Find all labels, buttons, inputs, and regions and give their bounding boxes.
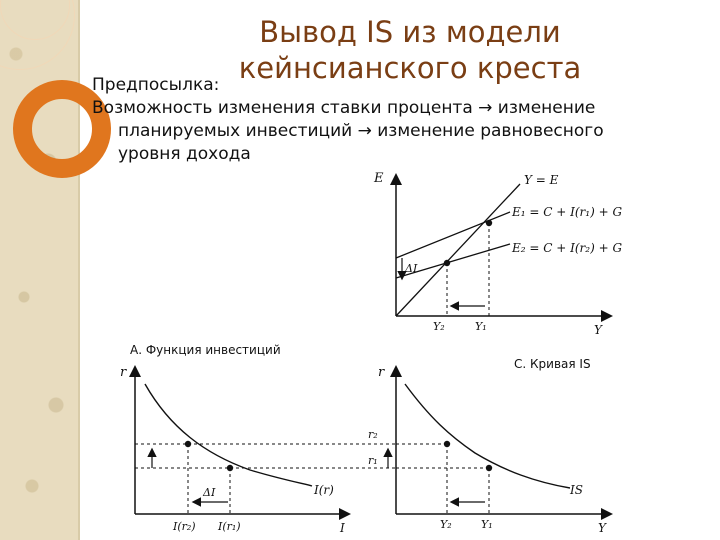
is-derivation-figure [100,166,700,540]
investment-i-r1-label: I(r₁) [218,520,241,533]
cross-y-axis-label: E [374,171,384,186]
is-curve-label: IS [570,483,583,497]
investment-panel-title: А. Функция инвестиций [130,343,281,357]
cross-45-label: Y = E [524,173,559,187]
cross-e1-label: E₁ = C + I(r₁) + G [512,205,623,219]
cross-e1-line [396,212,510,258]
investment-i-r2-label: I(r₂) [173,520,196,533]
is-curve [405,384,570,488]
is-y2-label: Y₂ [440,518,452,531]
cross-e2-label: E₂ = C + I(r₂) + G [512,241,623,255]
investment-y-axis-label: r [120,365,127,380]
title-line-1: Вывод IS из модели [259,15,561,49]
is-y-axis-label: r [378,365,385,380]
premise-line-1: Возможность изменения ставки процента → изменение [92,98,596,118]
premise-line-2: планируемых инвестиций → изменение равновесного [118,121,604,141]
is-x-axis-label: Y [598,521,606,535]
cross-delta-label: ΔI [405,262,418,275]
is-r2-label: r₂ [368,428,378,441]
premise-text [92,74,702,166]
cross-x-axis-label: Y [594,323,602,337]
premise-line-3: уровня дохода [118,144,251,164]
is-panel-title: С. Кривая IS [514,357,591,371]
is-r1-label: r₁ [368,454,378,467]
strip-edge [78,0,80,540]
investment-panel [120,343,348,535]
cross-y1-label: Y₁ [475,320,487,333]
cross-y2-label: Y₂ [433,320,445,333]
investment-delta-label: ΔI [203,486,216,499]
keynesian-cross-panel [373,171,622,337]
premise-label: Предпосылка: [92,75,220,95]
investment-x-axis-label: I [340,521,345,535]
title-line-2: кейнсианского креста [238,51,582,85]
investment-curve-label: I(r) [314,483,334,497]
is-curve-panel [188,357,610,535]
is-y1-label: Y₁ [481,518,493,531]
